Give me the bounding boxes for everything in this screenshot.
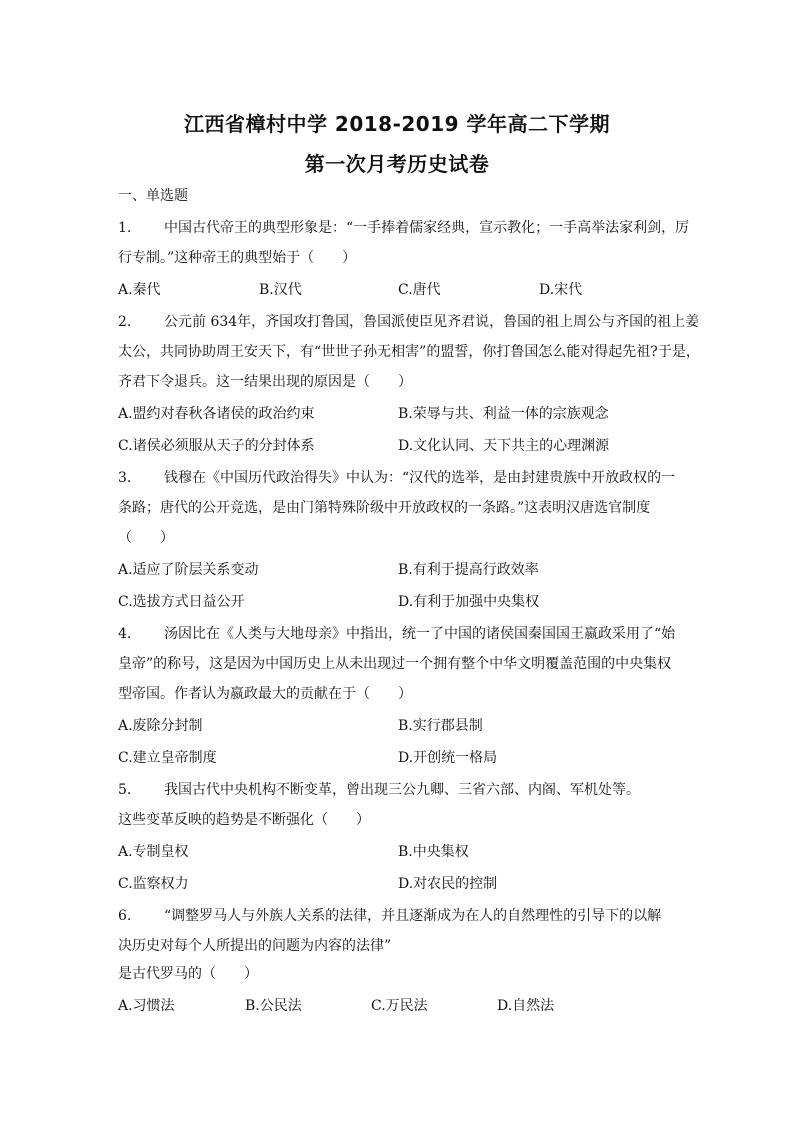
question-4-option-b[interactable]: B.实行郡县制 bbox=[398, 718, 483, 734]
question-5-option-c[interactable]: C.监察权力 bbox=[118, 876, 189, 892]
question-6-option-b[interactable]: B.公民法 bbox=[245, 998, 302, 1014]
question-3-number: 3. bbox=[118, 470, 132, 486]
question-1-option-d[interactable]: D.宋代 bbox=[539, 282, 583, 298]
question-3-option-c[interactable]: C.选拔方式日益公开 bbox=[118, 594, 245, 610]
question-3-line-2: 条路；唐代的公开竞选，是由门第特殊阶级中开放政权的一条路。”这表明汉唐选官制度 bbox=[118, 500, 651, 516]
page-title: 江西省樟村中学 2018-2019 学年高二下学期 bbox=[183, 112, 611, 136]
question-4-option-a[interactable]: A.废除分封制 bbox=[118, 718, 203, 734]
question-3-line-3: （ ） bbox=[118, 530, 174, 546]
question-4-option-d[interactable]: D.开创统一格局 bbox=[398, 750, 498, 766]
question-5-number: 5. bbox=[118, 782, 132, 798]
question-2-line-1: 2. 公元前 634年，齐国攻打鲁国，鲁国派使臣见齐君说，鲁国的祖上周公与齐国的祖上姜 bbox=[118, 314, 700, 330]
question-6-option-d[interactable]: D.自然法 bbox=[497, 998, 555, 1014]
question-2-option-b[interactable]: B.荣辱与共、利益一体的宗族观念 bbox=[398, 406, 609, 422]
question-5-option-a[interactable]: A.专制皇权 bbox=[118, 844, 189, 860]
question-6-option-c[interactable]: C.万民法 bbox=[371, 998, 428, 1014]
question-4-line-2: 皇帝”的称号，这是因为中国历史上从未出现过一个拥有整个中华文明覆盖范围的中央集权 bbox=[118, 656, 672, 672]
question-6-line-1: 6. “调整罗马人与外族人关系的法律，并且逐渐成为在人的自然理性的引导下的以解 bbox=[118, 908, 662, 924]
question-4-option-c[interactable]: C.建立皇帝制度 bbox=[118, 750, 217, 766]
question-6-number: 6. bbox=[118, 908, 132, 924]
question-5-line-2: 这些变革反映的趋势是不断强化（ ） bbox=[118, 812, 370, 828]
question-1-option-a[interactable]: A.秦代 bbox=[118, 282, 161, 298]
question-5-option-d[interactable]: D.对农民的控制 bbox=[398, 876, 498, 892]
section-heading: 一、单选题 bbox=[118, 188, 188, 204]
question-2-line-2: 太公，共同协助周王安天下，有“世世子孙无相害”的盟誓，你打鲁国怎么能对得起先祖?于是， bbox=[118, 344, 700, 360]
question-4-line-3: 型帝国。作者认为嬴政最大的贡献在于（ ） bbox=[118, 686, 412, 702]
question-2-line-3: 齐君下令退兵。这一结果出现的原因是（ ） bbox=[118, 374, 412, 390]
question-1-number: 1. bbox=[118, 220, 132, 236]
question-2-option-c[interactable]: C.诸侯必须服从天子的分封体系 bbox=[118, 438, 315, 454]
question-3-line-1: 3. 钱穆在《中国历代政治得失》中认为：“汉代的选举，是由封建贵族中开放政权的一 bbox=[118, 470, 676, 486]
question-1-option-b[interactable]: B.汉代 bbox=[259, 282, 302, 298]
question-6-option-a[interactable]: A.习惯法 bbox=[118, 998, 175, 1014]
page-subtitle: 第一次月考历史试卷 bbox=[304, 152, 490, 176]
question-2-number: 2. bbox=[118, 314, 132, 330]
question-5-line-1: 5. 我国古代中央机构不断变革，曾出现三公九卿、三省六部、内阁、军机处等。 bbox=[118, 782, 640, 798]
question-2-option-a[interactable]: A.盟约对春秋各诸侯的政治约束 bbox=[118, 406, 315, 422]
question-4-line-1: 4. 汤因比在《人类与大地母亲》中指出，统一了中国的诸侯国秦国国王嬴政采用了“始 bbox=[118, 626, 676, 642]
question-1-line-1: 1. 中国古代帝王的典型形象是：“一手捧着儒家经典，宣示教化；一手高举法家利剑，厉 bbox=[118, 220, 690, 236]
question-6-line-3: 是古代罗马的（ ） bbox=[118, 966, 258, 982]
question-2-option-d[interactable]: D.文化认同、天下共主的心理渊源 bbox=[398, 438, 610, 454]
question-6-line-2: 决历史对每个人所提出的问题为内容的法律” bbox=[118, 938, 392, 954]
question-3-option-b[interactable]: B.有利于提高行政效率 bbox=[398, 562, 539, 578]
question-1-line-2: 行专制。”这种帝王的典型始于（ ） bbox=[118, 250, 357, 266]
question-4-number: 4. bbox=[118, 626, 132, 642]
question-5-option-b[interactable]: B.中央集权 bbox=[398, 844, 469, 860]
question-1-option-c[interactable]: C.唐代 bbox=[398, 282, 441, 298]
question-3-option-a[interactable]: A.适应了阶层关系变动 bbox=[118, 562, 259, 578]
question-3-option-d[interactable]: D.有利于加强中央集权 bbox=[398, 594, 540, 610]
